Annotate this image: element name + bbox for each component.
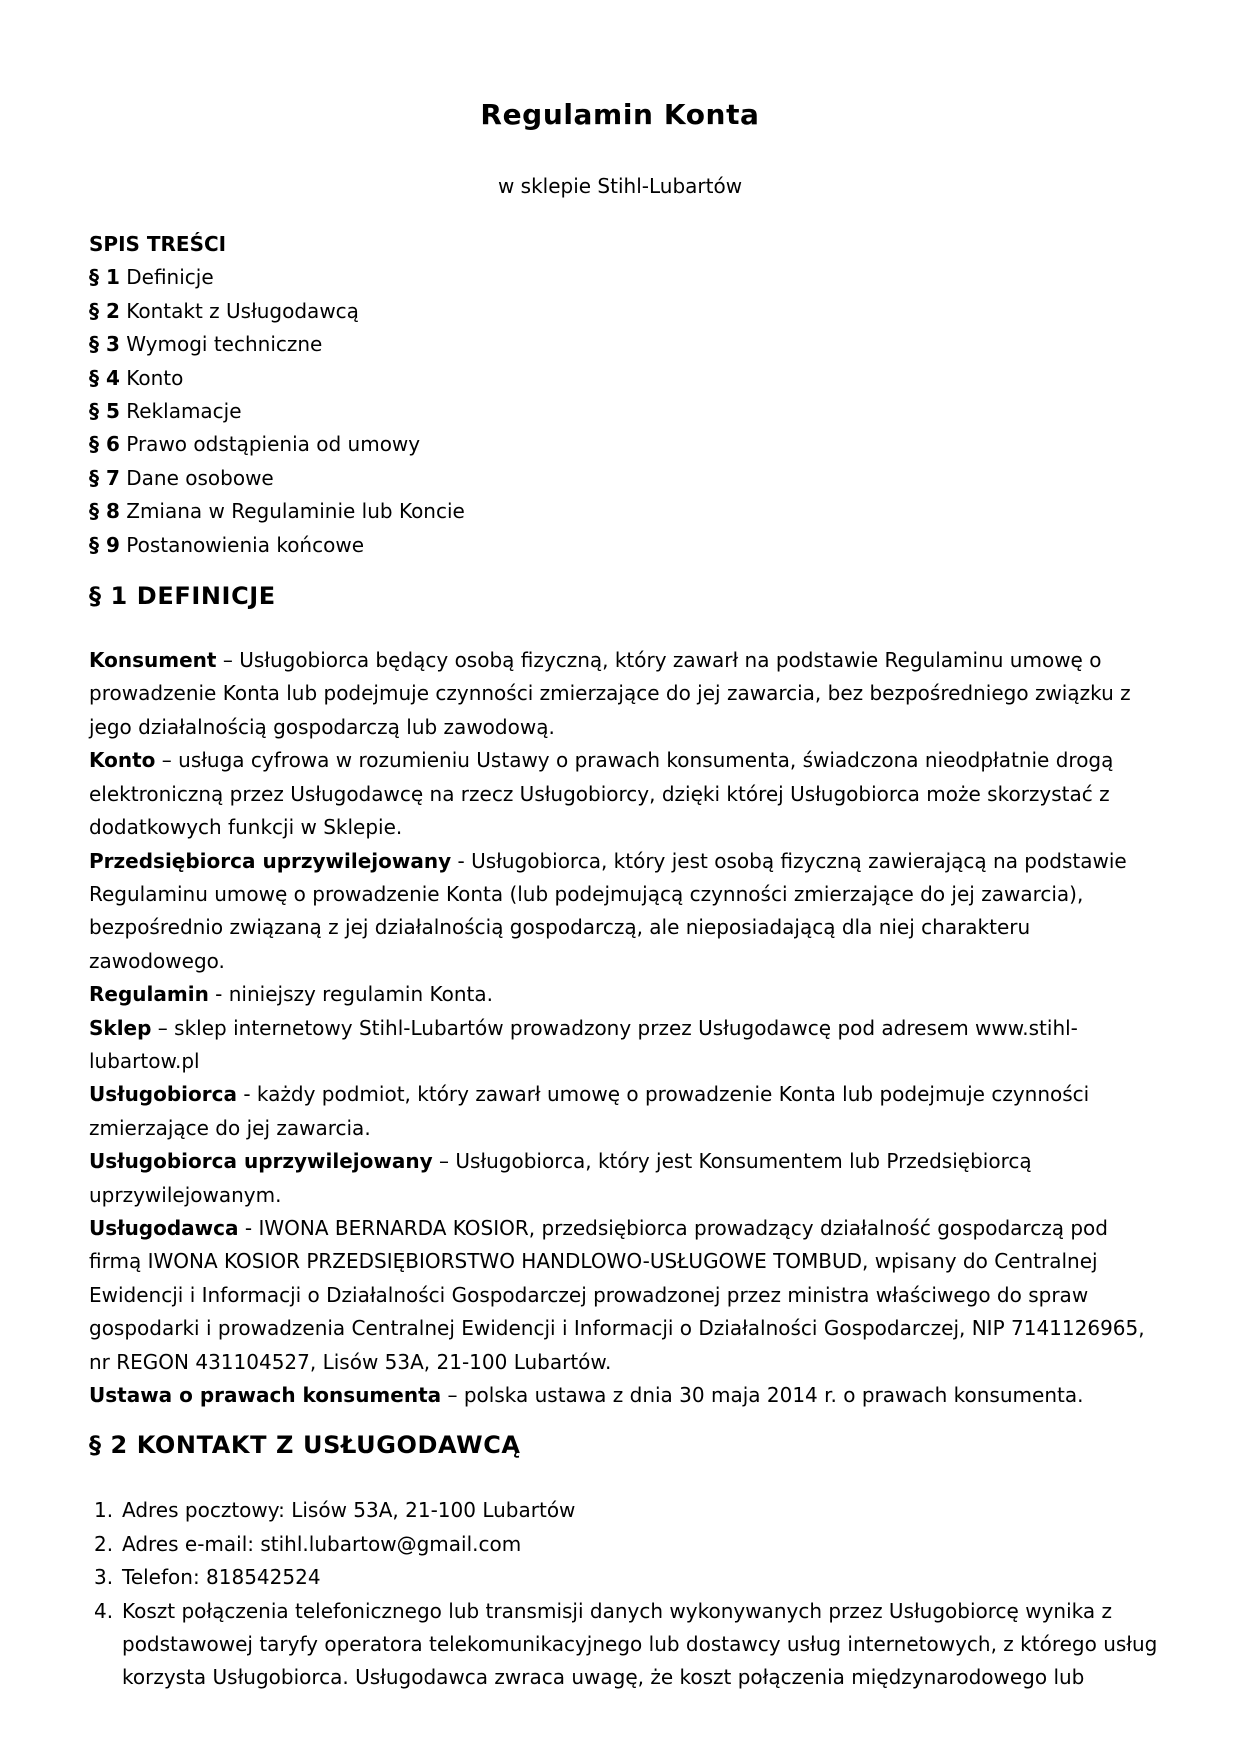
definition-term: Konto xyxy=(89,748,156,773)
toc-item xyxy=(89,261,1164,294)
definition-text: - każdy podmiot, który zawarł umowę o prowadzenie Konta lub podejmuje czynności zmierzające do jej zawarcia. xyxy=(89,1082,1090,1140)
toc-item-number: § 4 xyxy=(89,365,120,390)
toc-item xyxy=(89,395,1164,428)
list-number: 1. xyxy=(94,1498,114,1523)
definition-item xyxy=(89,1212,1164,1379)
contact-item-text: Adres pocztowy: Lisów 53A, 21-100 Lubartów xyxy=(122,1498,576,1523)
definition-text: – usługa cyfrowa w rozumieniu Ustawy o prawach konsumenta, świadczona nieodpłatnie drogą elektroniczną przez Usługodawcę na rzecz Usługobiorcy, dzięki której Usługobiorca może skorzystać z dodatkowych funkcji w Sklepie. xyxy=(89,748,1114,840)
toc-item xyxy=(89,362,1164,395)
toc-item-label: Prawo odstąpienia od umowy xyxy=(126,432,421,457)
contact-list xyxy=(89,1494,1164,1694)
toc-item xyxy=(89,529,1164,562)
definition-term: Ustawa o prawach konsumenta xyxy=(89,1383,442,1407)
definition-text: – polska ustawa z dnia 30 maja 2014 r. o prawach konsumenta. xyxy=(441,1383,1084,1407)
section-heading-definitions: § 1 DEFINICJE xyxy=(89,582,276,611)
definition-item xyxy=(89,1078,1164,1145)
definition-text: - Usługobiorca, który jest osobą fizyczną zawierającą na podstawie Regulaminu umowę o prowadzenie Konta (lub podejmującą czynności zmierzające do jej zawarcia), bezpośrednio związaną z jej działalnością gospodarczą, ale nieposiadającą dla niej charakteru zawodowego. xyxy=(89,848,1127,973)
toc-item-label: Dane osobowe xyxy=(126,465,274,490)
toc-item-label: Reklamacje xyxy=(126,399,242,424)
toc-item-number: § 6 xyxy=(89,432,120,457)
definition-item xyxy=(89,1145,1164,1212)
toc-item xyxy=(89,462,1164,495)
contact-item-text: Koszt połączenia telefonicznego lub transmisji danych wykonywanych przez Usługobiorcę wynika z podstawowej taryfy operatora telekomunikacyjnego lub dostawcy usług internetowych, z którego usług korzysta Usługobiorca. Usługodawca zwraca uwagę, że koszt połączenia międzynarodowego lub xyxy=(122,1598,1158,1690)
toc-item-label: Wymogi techniczne xyxy=(126,332,323,357)
definition-term: Usługobiorca xyxy=(89,1082,237,1107)
contact-item xyxy=(89,1561,1164,1594)
toc-item-label: Zmiana w Regulaminie lub Koncie xyxy=(126,499,465,524)
contact-item xyxy=(89,1595,1164,1695)
toc-item-number: § 9 xyxy=(89,532,120,557)
definition-item xyxy=(89,744,1164,844)
toc-item-number: § 2 xyxy=(89,298,120,323)
definition-item xyxy=(89,1012,1164,1079)
toc-item xyxy=(89,428,1164,461)
toc-item-label: Postanowienia końcowe xyxy=(126,532,365,557)
definition-term: Sklep xyxy=(89,1015,152,1040)
definition-text: - IWONA BERNARDA KOSIOR, przedsiębiorca prowadzący działalność gospodarczą pod firmą IWONA KOSIOR PRZEDSIĘBIORSTWO HANDLOWO-USŁUGOWE TOMBUD, wpisany do Centralnej Ewidencji i Informacji o Działalności Gospodarczej prowadzonej przez ministra właściwego do spraw gospodarki i prowadzenia Centralnej Ewidencji i Informacji o Działalności Gospodarczej, NIP 7141126965, nr REGON 431104527, Lisów 53A, 21-100 Lubartów. xyxy=(89,1215,1145,1374)
document-body xyxy=(89,228,1164,1695)
toc-item-number: § 7 xyxy=(89,465,120,490)
contact-item-text: Adres e-mail: stihl.lubartow@gmail.com xyxy=(122,1531,522,1556)
definition-text: – sklep internetowy Stihl-Lubartów prowadzony przez Usługodawcę pod adresem www.stihl-lubartow.pl xyxy=(89,1015,1078,1073)
toc-item xyxy=(89,295,1164,328)
definition-text: – Usługobiorca, który jest Konsumentem lub Przedsiębiorcą uprzywilejowanym. xyxy=(89,1149,1032,1207)
definitions-list xyxy=(89,644,1164,1412)
toc-item-number: § 3 xyxy=(89,332,120,357)
toc-item xyxy=(89,495,1164,528)
contact-item-text: Telefon: 818542524 xyxy=(122,1565,321,1590)
toc-item-number: § 5 xyxy=(89,399,120,424)
toc-item-label: Kontakt z Usługodawcą xyxy=(126,298,359,323)
list-number: 3. xyxy=(94,1565,114,1590)
toc-item-number: § 1 xyxy=(89,265,120,290)
contact-item xyxy=(89,1528,1164,1561)
definition-term: Konsument xyxy=(89,648,217,673)
document-title: Regulamin Konta xyxy=(480,98,760,131)
definition-term: Usługodawca xyxy=(89,1215,239,1240)
definition-term: Przedsiębiorca uprzywilejowany xyxy=(89,848,452,873)
definition-text: - niniejszy regulamin Konta. xyxy=(208,982,494,1007)
definition-item xyxy=(89,644,1164,744)
table-of-contents xyxy=(89,228,1164,562)
section-heading-contact: § 2 KONTAKT Z USŁUGODAWCĄ xyxy=(89,1431,521,1460)
definition-item xyxy=(89,978,1164,1011)
definition-term: Usługobiorca uprzywilejowany xyxy=(89,1149,433,1174)
list-number: 4. xyxy=(94,1598,114,1623)
definition-item xyxy=(89,1379,1164,1412)
toc-item-label: Konto xyxy=(126,365,184,390)
definition-term: Regulamin xyxy=(89,982,209,1007)
definition-item xyxy=(89,845,1164,979)
document-subtitle: w sklepie Stihl-Lubartów xyxy=(497,174,743,198)
list-number: 2. xyxy=(94,1531,114,1556)
contact-item xyxy=(89,1494,1164,1527)
toc-item xyxy=(89,328,1164,361)
toc-heading: SPIS TREŚCI xyxy=(89,232,227,256)
toc-item-number: § 8 xyxy=(89,499,120,524)
toc-item-label: Definicje xyxy=(126,265,214,290)
definition-text: – Usługobiorca będący osobą fizyczną, który zawarł na podstawie Regulaminu umowę o prowadzenie Konta lub podejmuje czynności zmierzające do jej zawarcia, bez bezpośredniego związku z jego działalnością gospodarczą lub zawodową. xyxy=(89,648,1131,739)
